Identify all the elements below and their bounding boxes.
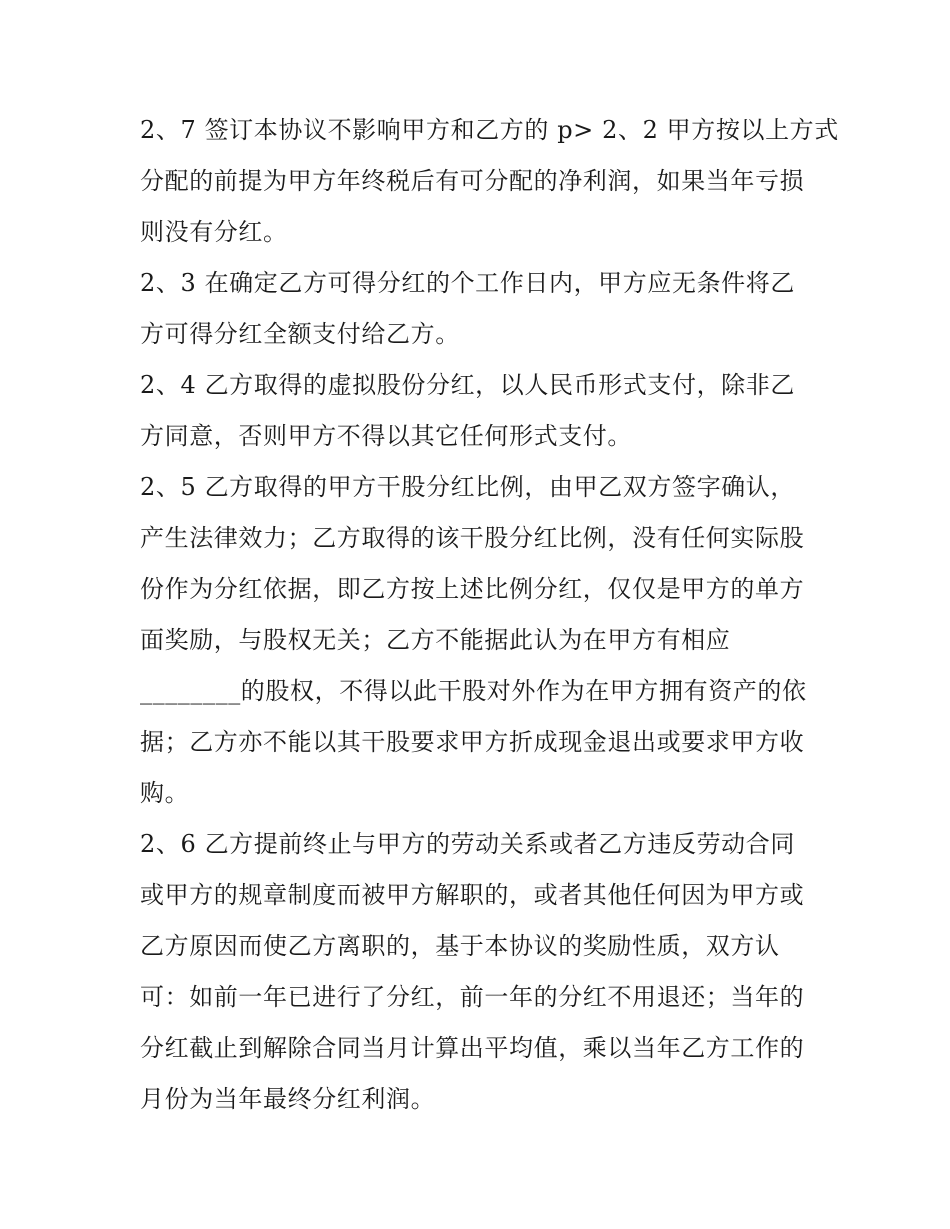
text-line: 2、7 签订本协议不影响甲方和乙方的 p> 2、2 甲方按以上方式: [140, 116, 839, 144]
text-line: 可：如前一年已进行了分红，前一年的分红不用退还；当年的: [140, 983, 805, 1011]
text-line: 月份为当年最终分红利润。: [140, 1085, 436, 1113]
text-line: 购。: [140, 779, 190, 807]
text-line: 分红截止到解除合同当月计算出平均值，乘以当年乙方工作的: [140, 1034, 805, 1062]
text-line: 面奖励，与股权无关；乙方不能据此认为在甲方有相应: [140, 626, 731, 654]
text-line: 2、3 在确定乙方可得分红的个工作日内，甲方应无条件将乙: [140, 269, 795, 297]
text-line: ________的股权，不得以此干股对外作为在甲方拥有资产的依: [140, 677, 807, 705]
text-line: 产生法律效力；乙方取得的该干股分红比例，没有任何实际股: [140, 524, 805, 552]
text-line: 乙方原因而使乙方离职的，基于本协议的奖励性质，双方认: [140, 932, 780, 960]
text-line: 方可得分红全额支付给乙方。: [140, 320, 460, 348]
text-line: 据；乙方亦不能以其干股要求甲方折成现金退出或要求甲方收: [140, 728, 805, 756]
text-line: 2、6 乙方提前终止与甲方的劳动关系或者乙方违反劳动合同: [140, 830, 795, 858]
text-line: 2、5 乙方取得的甲方干股分红比例，由甲乙双方签字确认，: [140, 473, 795, 501]
text-line: 方同意，否则甲方不得以其它任何形式支付。: [140, 422, 632, 450]
text-line: 则没有分红。: [140, 218, 288, 246]
text-line: 分配的前提为甲方年终税后有可分配的净利润，如果当年亏损: [140, 167, 805, 195]
text-line: 份作为分红依据，即乙方按上述比例分红，仅仅是甲方的单方: [140, 575, 805, 603]
text-line: 2、4 乙方取得的虚拟股份分红，以人民币形式支付，除非乙: [140, 371, 795, 399]
text-line: 或甲方的规章制度而被甲方解职的，或者其他任何因为甲方或: [140, 881, 805, 909]
